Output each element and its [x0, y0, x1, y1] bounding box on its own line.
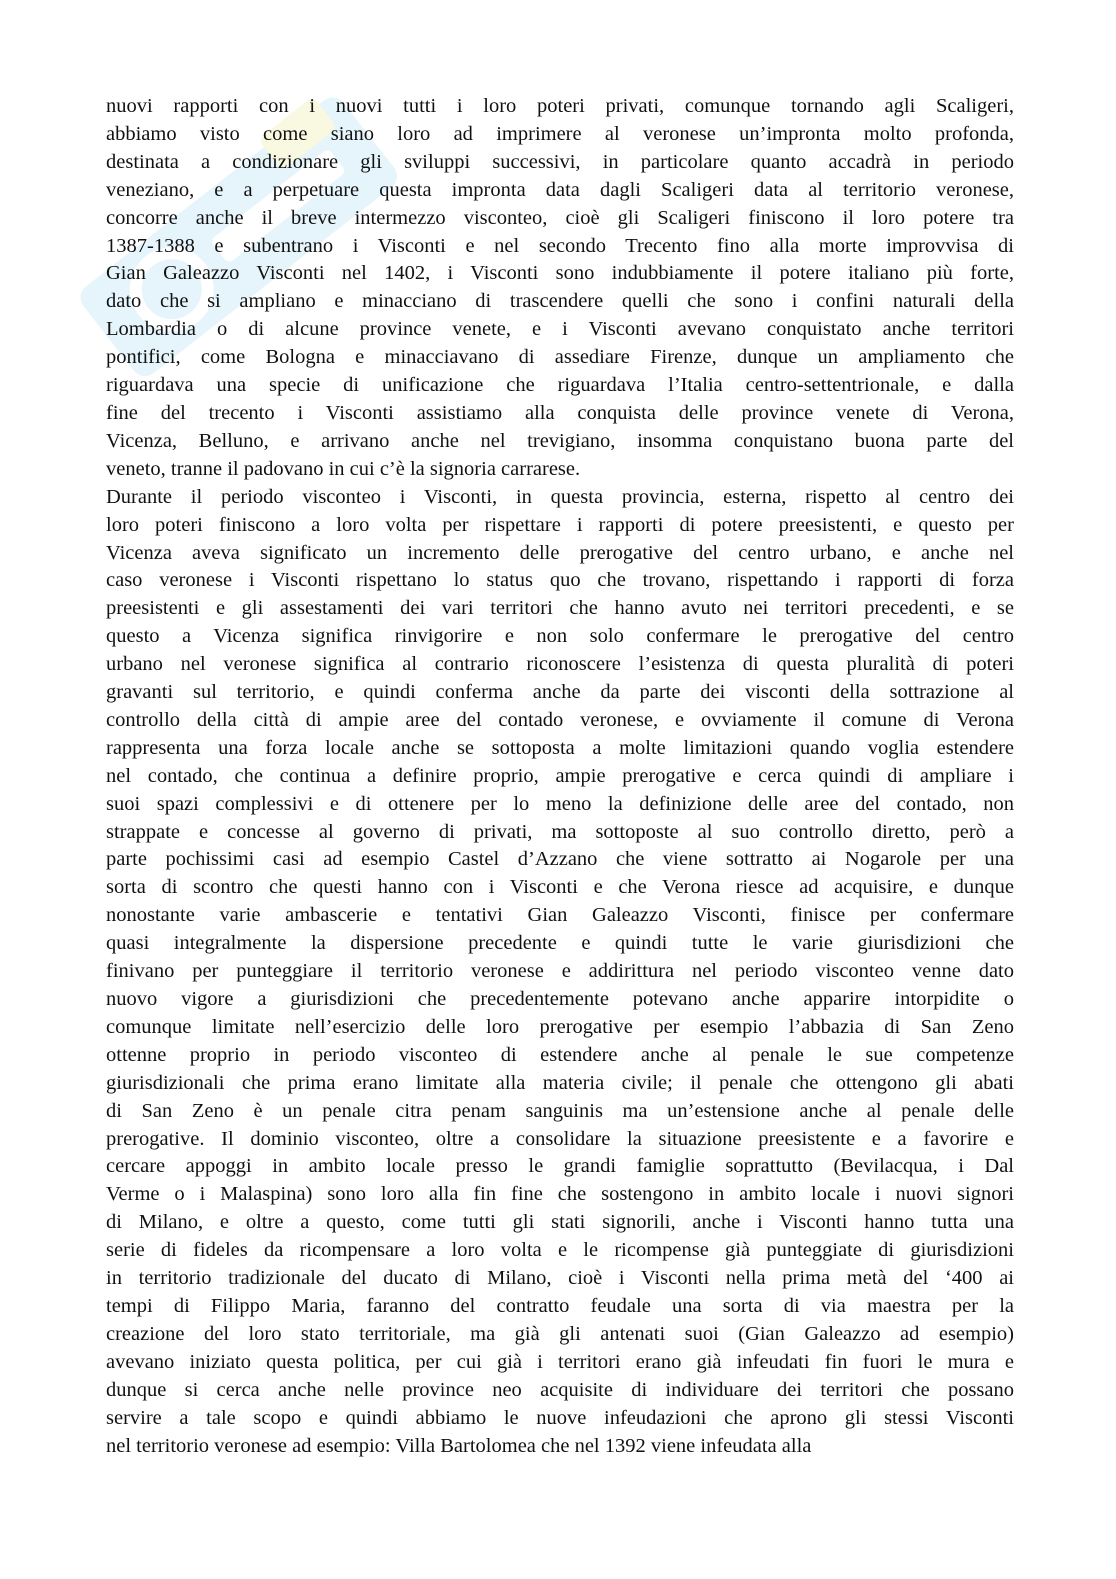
text-line: suoi spazi complessivi e di ottenere per lo meno la definizione delle aree del contado, non — [106, 792, 1014, 815]
text-line: parte pochissimi casi ad esempio Castel d’Azzano che viene sottratto ai Nogarole per una — [106, 848, 1014, 871]
text-line: Vicenza aveva significato un incremento delle prerogative del centro urbano, e anche nel — [106, 541, 1014, 564]
text-line: di San Zeno è un penale citra penam sanguinis ma un’estensione anche al penale delle — [106, 1099, 1014, 1122]
text-line: concorre anche il breve intermezzo visconteo, cioè gli Scaligeri finiscono il loro potere tra — [106, 206, 1014, 229]
text-line: dato che si ampliano e minacciano di trascendere quelli che sono i confini naturali della — [106, 290, 1014, 313]
text-line: dunque si cerca anche nelle province neo acquisite di individuare dei territori che possano — [106, 1378, 1014, 1401]
text-line: serie di fideles da ricompensare a loro volta e le ricompense già punteggiate di giurisdizioni — [106, 1239, 1014, 1262]
text-line: strappate e concesse al governo di privati, ma sottoposte al suo controllo diretto, però a — [106, 820, 1014, 843]
text-line: in territorio tradizionale del ducato di Milano, cioè i Visconti nella prima metà del ‘400 ai — [106, 1267, 1014, 1290]
text-line: servire a tale scopo e quindi abbiamo le nuove infeudazioni che aprono gli stessi Visconti — [106, 1406, 1014, 1429]
text-line: tempi di Filippo Maria, faranno del contratto feudale una sorta di via maestra per la — [106, 1294, 1014, 1317]
text-line: Lombardia o di alcune province venete, e i Visconti avevano conquistato anche territori — [106, 318, 1014, 341]
text-line: quasi integralmente la dispersione precedente e quindi tutte le varie giurisdizioni che — [106, 932, 1014, 955]
text-line: nuovi rapporti con i nuovi tutti i loro poteri privati, comunque tornando agli Scaligeri, — [106, 95, 1014, 117]
document-text — [106, 93, 1014, 1460]
text-line: ottenne proprio in periodo visconteo di estendere anche al penale le sue competenze — [106, 1043, 1014, 1066]
text-line: nuovo vigore a giurisdizioni che precedentemente potevano anche apparire intorpidite o — [106, 988, 1014, 1010]
text-line: comunque limitate nell’esercizio delle loro prerogative per esempio l’abbazia di San Zeno — [106, 1015, 1014, 1038]
text-line: giurisdizionali che prima erano limitate alla materia civile; il penale che ottengono gli abati — [106, 1071, 1014, 1094]
text-line: nel territorio veronese ad esempio: Villa Bartolomea che nel 1392 viene infeudata alla — [106, 1434, 812, 1457]
text-line: Vicenza, Belluno, e arrivano anche nel trevigiano, insomma conquistano buona parte del — [106, 429, 1014, 452]
text-line: prerogative. Il dominio visconteo, oltre a consolidare la situazione preesistente e a favorire e — [106, 1127, 1014, 1150]
paragraph — [106, 93, 1014, 484]
text-line: riguardava una specie di unificazione che riguardava l’Italia centro-settentrionale, e dalla — [106, 374, 1014, 397]
text-line: controllo della città di ampie aree del contado veronese, e ovviamente il comune di Verona — [106, 708, 1014, 731]
text-line: creazione del loro stato territoriale, ma già gli antenati suoi (Gian Galeazzo ad esempio) — [106, 1322, 1014, 1345]
text-line: veneziano, e a perpetuare questa impronta data dagli Scaligeri data al territorio veronese, — [106, 178, 1014, 201]
text-line: preesistenti e gli assestamenti dei vari territori che hanno avuto nei territori precedenti, e se — [106, 597, 1014, 620]
text-line: loro poteri finiscono a loro volta per rispettare i rapporti di potere preesistenti, e questo per — [106, 513, 1014, 536]
text-line: questo a Vicenza significa rinvigorire e non solo confermare le prerogative del centro — [106, 625, 1014, 648]
text-line: destinata a condizionare gli sviluppi successivi, in particolare quanto accadrà in periodo — [106, 150, 1014, 173]
text-line: Durante il periodo visconteo i Visconti, in questa provincia, esterna, rispetto al centro dei — [106, 485, 1014, 508]
text-line: urbano nel veronese significa al contrario riconoscere l’esistenza di questa pluralità di poteri — [106, 653, 1014, 676]
text-line: abbiamo visto come siano loro ad imprimere al veronese un’impronta molto profonda, — [106, 122, 1014, 145]
text-line: Gian Galeazzo Visconti nel 1402, i Visconti sono indubbiamente il potere italiano più forte, — [106, 262, 1014, 285]
text-line: cercare appoggi in ambito locale presso le grandi famiglie soprattutto (Bevilacqua, i Dal — [106, 1155, 1014, 1178]
text-line: veneto, tranne il padovano in cui c’è la signoria carrarese. — [106, 457, 581, 480]
text-line: 1387-1388 e subentrano i Visconti e nel secondo Trecento fino alla morte improvvisa di — [106, 234, 1014, 257]
text-line: di Milano, e oltre a questo, come tutti gli stati signorili, anche i Visconti hanno tutta una — [106, 1211, 1014, 1234]
text-line: caso veronese i Visconti rispettano lo status quo che trovano, rispettando i rapporti di forza — [106, 569, 1014, 592]
text-line: rappresenta una forza locale anche se sottoposta a molte limitazioni quando voglia estendere — [106, 736, 1014, 759]
text-line: Verme o i Malaspina) sono loro alla fin fine che sostengono in ambito locale i nuovi signori — [106, 1183, 1014, 1206]
text-line: sorta di scontro che questi hanno con i Visconti e che Verona riesce ad acquisire, e dunque — [106, 876, 1014, 899]
text-line: nel contado, che continua a definire proprio, ampie prerogative e cerca quindi di ampliare i — [106, 764, 1014, 787]
text-line: fine del trecento i Visconti assistiamo alla conquista delle province venete di Verona, — [106, 401, 1014, 424]
text-line: nonostante varie ambascerie e tentativi Gian Galeazzo Visconti, finisce per confermare — [106, 904, 1014, 927]
text-line: gravanti sul territorio, e quindi conferma anche da parte dei visconti della sottrazione al — [106, 681, 1014, 704]
paragraph — [106, 484, 1014, 1461]
text-line: avevano iniziato questa politica, per cui già i territori erano già infeudati fin fuori le mura e — [106, 1350, 1014, 1373]
text-line: pontifici, come Bologna e minacciavano di assediare Firenze, dunque un ampliamento che — [106, 346, 1014, 369]
text-line: finivano per punteggiare il territorio veronese e addirittura nel periodo visconteo venne dato — [106, 960, 1014, 983]
